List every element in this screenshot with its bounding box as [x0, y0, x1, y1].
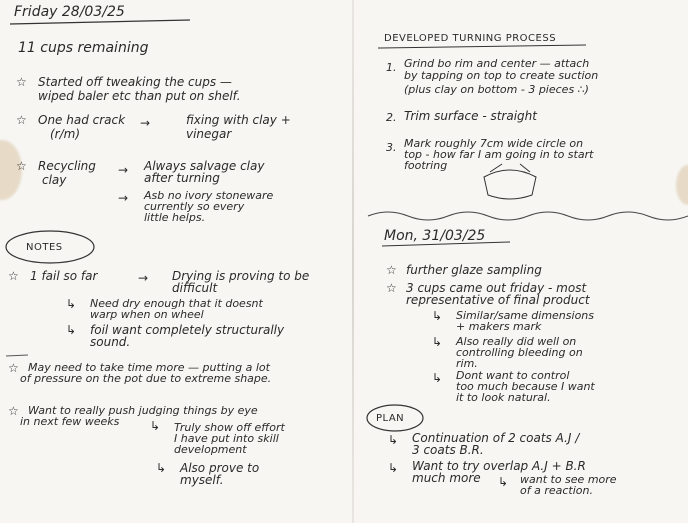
- sub-arrow-icon: ↳: [432, 371, 443, 385]
- arrow-icon: →: [118, 163, 129, 177]
- item1-line2: wiped baler etc than put on shelf.: [38, 89, 241, 103]
- star-icon: ☆: [16, 159, 27, 173]
- item3-label-line2: clay: [42, 173, 67, 187]
- plan1-line2: 3 coats B.R.: [412, 443, 484, 457]
- step3-line3: footring: [404, 159, 448, 172]
- arrow-icon: →: [140, 116, 151, 130]
- star-icon: ☆: [16, 75, 27, 89]
- star-icon: ☆: [8, 269, 19, 283]
- step2-num: 2.: [386, 111, 397, 124]
- item1-line1: Started off tweaking the cups —: [38, 75, 232, 89]
- step3-num: 3.: [386, 141, 397, 154]
- note3-line1: Want to really push judging things by eye: [28, 404, 258, 417]
- note1-label: 1 fail so far: [30, 269, 98, 283]
- item3-arrow2-line3: little helps.: [144, 211, 206, 224]
- sub-arrow-icon: ↳: [66, 323, 77, 337]
- item2-action-line1: fixing with clay +: [186, 113, 291, 127]
- sub-arrow-icon: ↳: [432, 335, 443, 349]
- step3-line2: top - how far I am going in to start: [404, 148, 594, 161]
- plan-label: PLAN: [376, 413, 405, 424]
- item3-arrow1-line2: after turning: [144, 171, 220, 185]
- right-item2-sub1-line1: Similar/same dimensions: [456, 309, 594, 322]
- star-icon: ☆: [386, 281, 397, 295]
- right-item2-sub3-line2: too much because I want: [456, 380, 595, 393]
- arrow-icon: →: [138, 271, 149, 285]
- cups-remaining: 11 cups remaining: [18, 40, 149, 56]
- note3-sub2-line1: Also prove to: [180, 461, 260, 475]
- right-item2-sub3-line1: Dont want to control: [456, 369, 570, 382]
- star-icon: ☆: [8, 361, 19, 375]
- plan2-line1: Want to try overlap A.J + B.R: [412, 459, 586, 473]
- sub-arrow-icon: ↳: [156, 461, 167, 475]
- notes-label: NOTES: [26, 242, 63, 253]
- item3-arrow1-line1: Always salvage clay: [144, 159, 265, 173]
- sub-arrow-icon: ↳: [432, 309, 443, 323]
- note2-line2: of pressure on the pot due to extreme shape.: [20, 372, 272, 385]
- star-icon: ☆: [16, 113, 27, 127]
- step1-line1: Grind bo rim and center — attach: [404, 57, 590, 70]
- step1-line2: by tapping on top to create suction: [404, 69, 599, 82]
- item2-label-line2: (r/m): [50, 127, 81, 141]
- right-item1: further glaze sampling: [406, 263, 542, 277]
- star-icon: ☆: [386, 263, 397, 277]
- star-icon: ☆: [8, 404, 19, 418]
- sub-arrow-icon: ↳: [66, 297, 77, 311]
- note3-line2: in next few weeks: [20, 415, 120, 428]
- right-date: Mon, 31/03/25: [384, 228, 486, 244]
- sub-arrow-icon: ↳: [388, 461, 399, 475]
- arrow-icon: →: [118, 191, 129, 205]
- right-item2-line2: representative of final product: [406, 293, 590, 307]
- sub-arrow-icon: ↳: [388, 433, 399, 447]
- note3-sub1-line2: I have put into skill: [174, 432, 279, 445]
- sub-arrow-icon: ↳: [498, 475, 509, 489]
- item3-label-line1: Recycling: [38, 159, 96, 173]
- step1-line3: (plus clay on bottom - 3 pieces ∴): [404, 83, 589, 96]
- step1-num: 1.: [386, 61, 397, 74]
- item3-arrow2-line2: currently so every: [144, 200, 245, 213]
- right-item2-sub3-line3: it to look natural.: [456, 391, 551, 404]
- step2-line1: Trim surface - straight: [404, 109, 537, 123]
- sub-arrow-icon: ↳: [150, 419, 161, 433]
- right-item2-sub2-line3: rim.: [456, 357, 478, 370]
- note1-sub1-line2: warp when on wheel: [90, 308, 204, 321]
- plan2-sub-line1: want to see more: [520, 473, 617, 486]
- note1-sub2-line1: foil want completely structurally: [90, 323, 285, 337]
- plan2-line2: much more: [412, 471, 481, 485]
- right-item2-sub2-line2: controlling bleeding on: [456, 346, 583, 359]
- right-item2-sub2-line1: Also really did well on: [456, 335, 577, 348]
- item2-action-line2: vinegar: [186, 127, 232, 141]
- note3-sub1-line1: Truly show off effort: [174, 421, 285, 434]
- note3-sub1-line3: development: [174, 443, 247, 456]
- note2-line1: May need to take time more — putting a lot: [28, 361, 270, 374]
- note1-sub1-line1: Need dry enough that it doesnt: [90, 297, 263, 310]
- left-date: Friday 28/03/25: [14, 4, 125, 20]
- note1-arrow-line2: difficult: [172, 281, 218, 295]
- plan2-sub-line2: of a reaction.: [520, 484, 593, 497]
- note1-arrow-line1: Drying is proving to be: [172, 269, 310, 283]
- item3-arrow2-line1: Asb no ivory stoneware: [144, 189, 274, 202]
- item2-label-line1: One had crack: [38, 113, 126, 127]
- step3-line1: Mark roughly 7cm wide circle on: [404, 137, 584, 150]
- plan1-line1: Continuation of 2 coats A.J /: [412, 431, 580, 445]
- right-item2-sub1-line2: + makers mark: [456, 320, 542, 333]
- note3-sub2-line2: myself.: [180, 473, 224, 487]
- right-item2-line1: 3 cups came out friday - most: [406, 281, 587, 295]
- note1-sub2-line2: sound.: [90, 335, 131, 349]
- process-title: DEVELOPED TURNING PROCESS: [384, 33, 557, 44]
